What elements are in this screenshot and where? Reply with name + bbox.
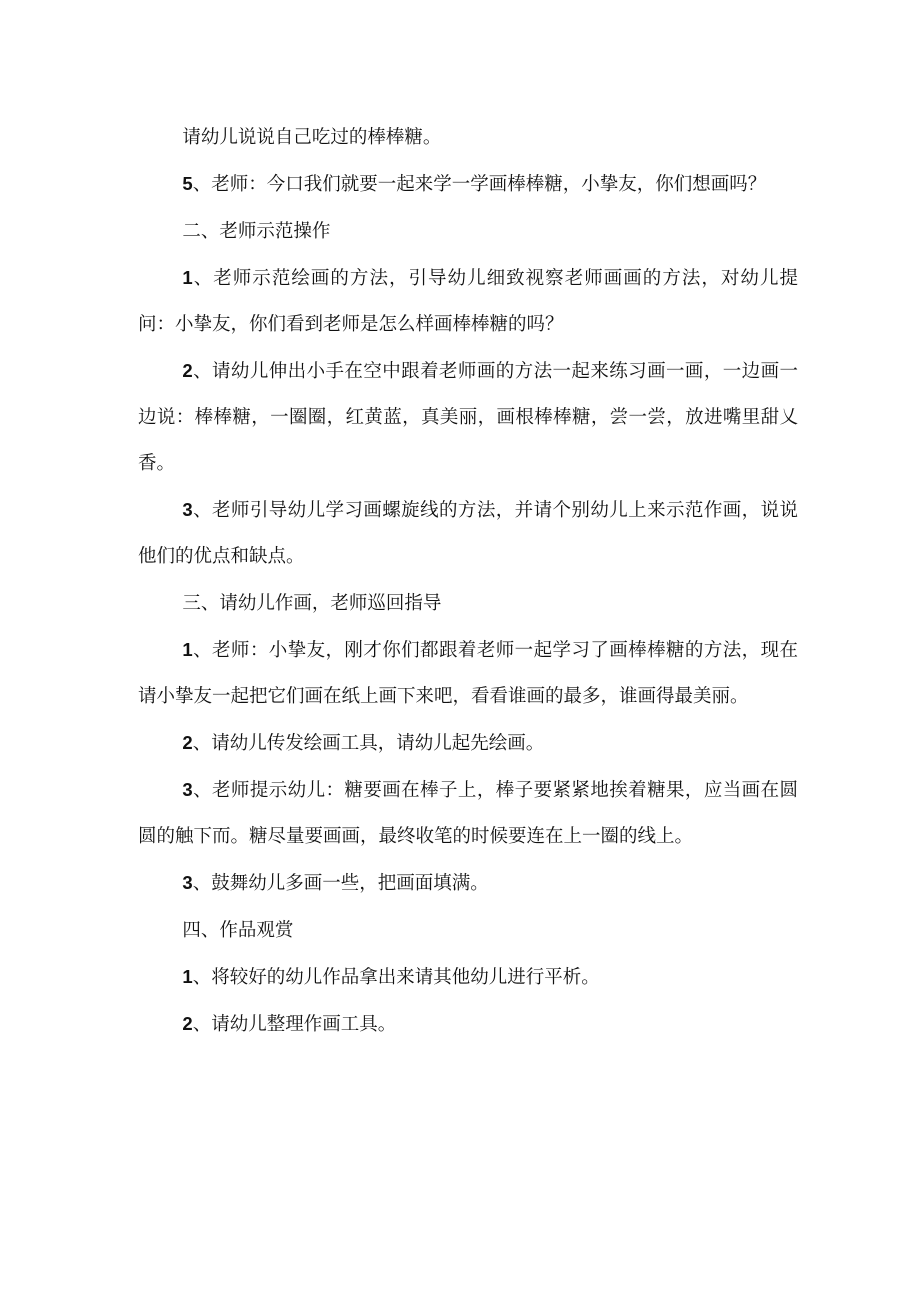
- section-heading: 二、老师示范操作: [182, 221, 331, 242]
- paragraph: 3、老师提示幼儿：糖要画在棒子上，棒子要紧紧地挨着糖果，应当画在圆圆的触下而。糖尽量要画画，最终收笔的时候要连在上一圈的线上。: [138, 779, 798, 847]
- paragraph: 3、老师引导幼儿学习画螺旋线的方法，并请个别幼儿上来示范作画，说说他们的优点和缺点。: [138, 499, 798, 567]
- section-heading: 四、作品观赏: [182, 920, 294, 941]
- paragraph: 1、老师示范绘画的方法，引导幼儿细致视察老师画画的方法，对幼儿提问：小挚友，你们看到老师是怎么样画棒棒糖的吗？: [138, 267, 798, 335]
- document-body: [138, 114, 798, 1048]
- paragraph: 3、鼓舞幼儿多画一些，把画面填满。: [182, 872, 489, 894]
- paragraph: 1、老师：小挚友，刚才你们都跟着老师一起学习了画棒棒糖的方法，现在请小挚友一起把它们画在纸上画下来吧，看看谁画的最多，谁画得最美丽。: [138, 639, 798, 707]
- paragraph: 2、请幼儿伸出小手在空中跟着老师画的方法一起来练习画一画，一边画一边说：棒棒糖，一圈圈，红黄蓝，真美丽，画根棒棒糖，尝一尝，放进嘴里甜乂香。: [138, 360, 798, 474]
- paragraph: 2、请幼儿传发绘画工具，请幼儿起先绘画。: [182, 732, 545, 754]
- paragraph: 请幼儿说说自己吃过的棒棒糖。: [182, 127, 442, 148]
- section-heading: 三、请幼儿作画，老师巡回指导: [182, 593, 442, 614]
- paragraph: 5、老师：今口我们就要一起来学一学画棒棒糖，小挚友，你们想画吗？: [182, 173, 767, 195]
- paragraph: 1、将较好的幼儿作品拿出来请其他幼儿进行平析。: [182, 966, 600, 988]
- paragraph: 2、请幼儿整理作画工具。: [182, 1013, 397, 1035]
